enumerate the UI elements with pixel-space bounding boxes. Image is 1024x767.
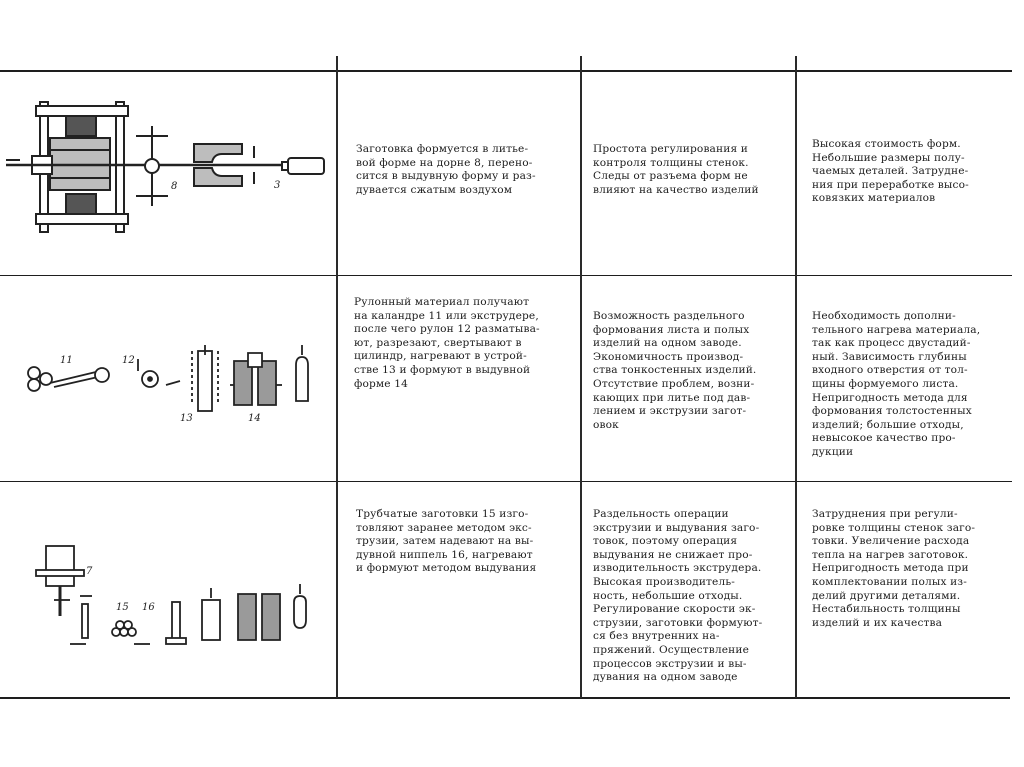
diagram-label: 3: [274, 180, 281, 191]
row1-disadvantages: Высокая стоимость форм. Небольшие размеры полу- чаемых деталей. Затрудне- ния при переработке высо- ковязких материалов: [812, 138, 969, 205]
row3-disadvantages: Затруднения при регули- ровке толщины стенок заго- товки. Увеличение расхода тепла на нагрев заготовок. Непригодность метода при комплектовании полых из- делий другими деталями. Нестабильность толщины изделий и их качества: [812, 508, 976, 629]
diagram-label: 7: [86, 566, 93, 577]
diagram-label: 15: [116, 602, 129, 613]
diagram-label: 13: [180, 413, 193, 424]
column-rule-3: [795, 56, 797, 698]
diagram-label: 12: [122, 355, 135, 366]
diagram-sheet-blow: [20, 345, 320, 425]
diagram-label: 16: [142, 602, 155, 613]
diagram-label: 8: [171, 181, 178, 192]
diagram-label: 11: [60, 355, 73, 366]
row2-method: Рулонный материал получают на каландре 11 или экструдере, после чего рулон 12 разматыва- ют, разрезают, свертывают в цилиндр, нагревают в устрой- стве 13 и формуют в выдувной форме 14: [354, 296, 540, 390]
table-rule-row1: [0, 275, 1012, 276]
table-rule-bottom: [0, 697, 1010, 699]
table-rule-top: [0, 70, 1012, 72]
row3-advantages: Раздельность операции экструзии и выдувания заго- товок, поэтому операция выдувания не снижает про- изводительность экструдера. Высокая производитель- ность, небольшие отходы. Регулирование скорости эк- струзии, заготовки формуют- ся без внутренних на- пряжений. Осуществление процессов экструзии и вы- дувания на одном заводе: [593, 508, 763, 684]
row2-advantages: Возможность раздельного формования листа и полых изделий на одном заводе. Экономичность производ- ства тонкостенных изделий. Отсутствие проблем, возни- кающих при литье под дав- лением и экструзии загот- овок: [593, 310, 757, 431]
diagram-injection-blow: [6, 96, 332, 246]
column-rule-1: [336, 56, 338, 698]
row1-method: Заготовка формуется в литье- вой форме на дорне 8, перено- сится в выдувную форму и раз- дувается сжатым воздухом: [356, 143, 536, 196]
row1-advantages: Простота регулирования и контроля толщины стенок. Следы от разъема форм не влияют на качество изделий: [593, 143, 759, 196]
row3-method: Трубчатые заготовки 15 изго- товляют заранее методом экс- трузии, затем надевают на вы- дувной ниппель 16, нагревают и формуют методом выдувания: [356, 508, 537, 575]
diagram-label: 14: [248, 413, 261, 424]
row2-disadvantages: Необходимость дополни- тельного нагрева материала, так как процесс двустадий- ный. Зависимость глубины входного отверстия от тол- щины формуемого листа. Непригодность метода для формования толстостенных изделий; большие отходы, невысокое качество про- дукции: [812, 310, 981, 458]
diagram-tube-blow: [30, 540, 320, 660]
column-rule-2: [580, 56, 582, 698]
table-rule-row2: [0, 481, 1012, 482]
